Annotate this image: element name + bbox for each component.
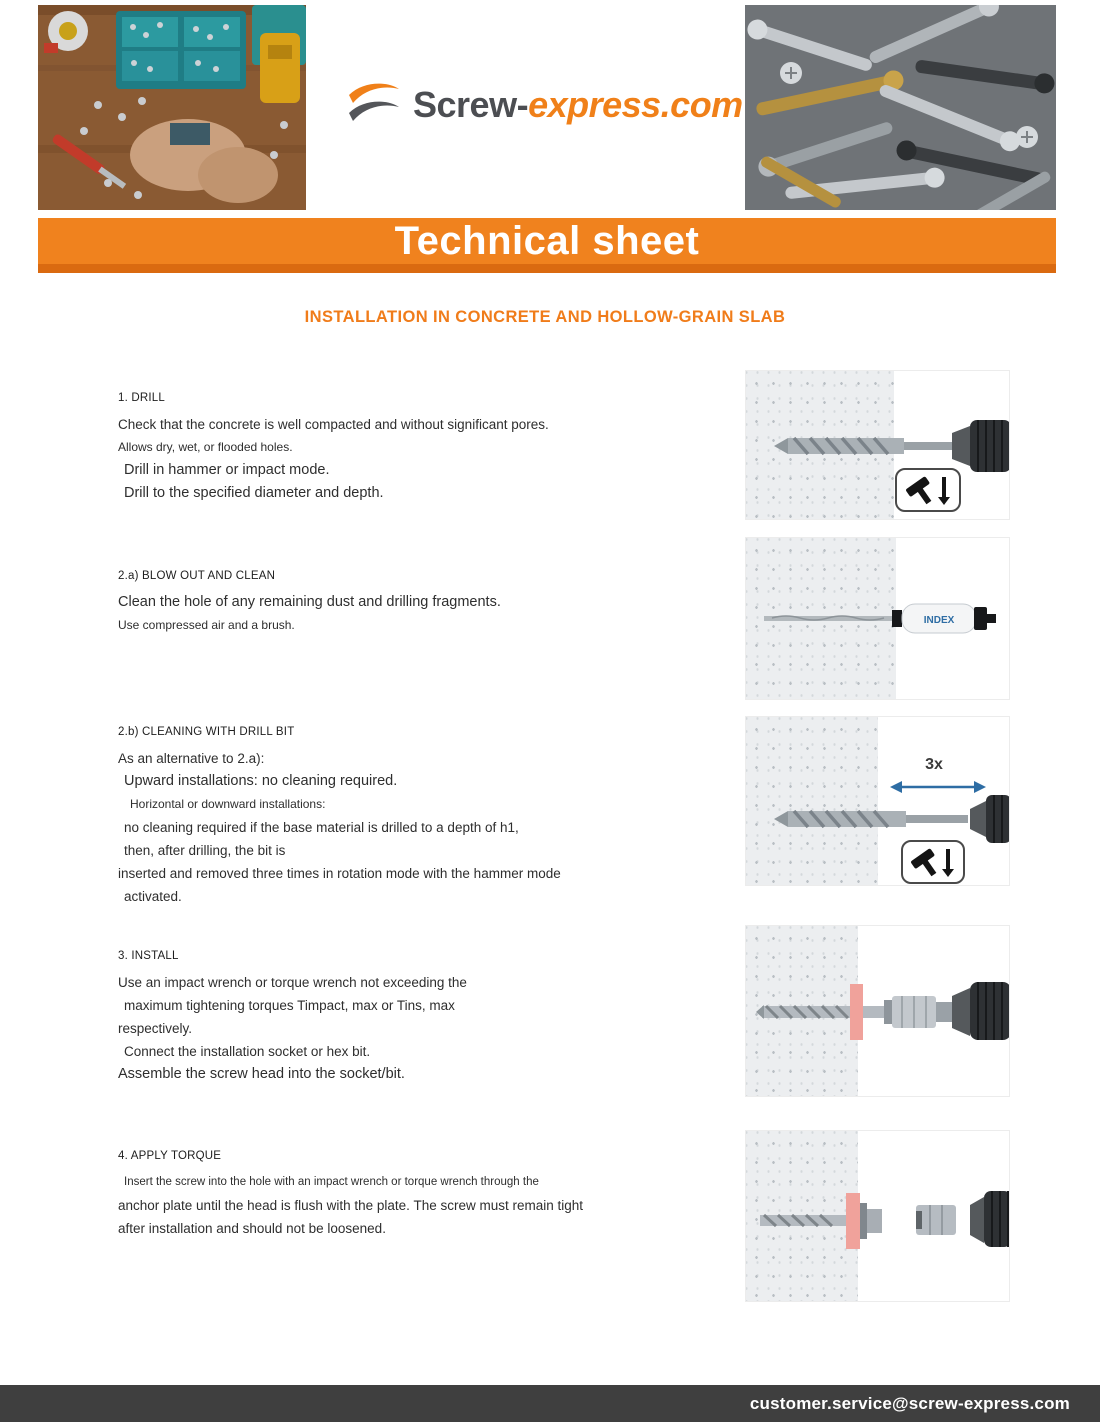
illustration-blow-out — [745, 537, 1010, 700]
illustration-apply-torque-art — [746, 1131, 1010, 1302]
section-apply-torque-label: 4. APPLY TORQUE — [118, 1150, 222, 1162]
section-install — [118, 950, 738, 1086]
banner-title: Technical sheet — [38, 218, 1056, 264]
section-apply-torque — [118, 1150, 738, 1240]
section-cleaning-line: activated. — [124, 889, 182, 904]
drill-bit-icon — [774, 811, 968, 827]
anchor-plate — [850, 984, 863, 1040]
section-drill-line: Check that the concrete is well compacted and without significant pores. — [118, 417, 549, 432]
footer-bar — [0, 1385, 1100, 1422]
screw-icon — [756, 1005, 884, 1019]
illustration-install — [745, 925, 1010, 1097]
banner-shadow-strip — [38, 264, 1056, 273]
section-install-line: Connect the installation socket or hex bit. — [124, 1044, 371, 1059]
illustration-apply-torque — [745, 1130, 1010, 1302]
logo-text — [413, 84, 743, 125]
anchor-plate — [846, 1193, 860, 1249]
workbench-photo — [38, 5, 306, 210]
section-cleaning-line: then, after drilling, the bit is — [124, 843, 286, 858]
section-drill-line: Drill to the specified diameter and depth. — [124, 485, 384, 501]
section-blow-out-label: 2.a) BLOW OUT AND CLEAN — [118, 570, 276, 582]
screws-photo-art — [745, 5, 1056, 210]
pump-brand-label: INDEX — [923, 615, 955, 626]
section-apply-torque-line: Insert the screw into the hole with an impact wrench or torque wrench through the — [124, 1176, 539, 1188]
section-cleaning-line: Upward installations: no cleaning required. — [124, 773, 398, 789]
section-install-line: maximum tightening torques Timpact, max or Tins, max — [124, 998, 455, 1013]
socket-icon — [916, 1205, 956, 1235]
screw-head — [884, 1000, 892, 1024]
section-install-line: Assemble the screw head into the socket/bit. — [118, 1066, 405, 1082]
brand-logo — [345, 70, 745, 140]
section-blow-out-line: Clean the hole of any remaining dust and drilling fragments. — [118, 594, 501, 610]
section-blow-out — [118, 570, 738, 637]
drill-chuck-icon — [970, 1191, 1010, 1247]
section-cleaning-drill-bit — [118, 726, 738, 908]
section-install-line: Use an impact wrench or torque wrench not exceeding the — [118, 975, 467, 990]
section-cleaning-line: As an alternative to 2.a): — [118, 751, 265, 766]
hammer-mode-icon — [902, 841, 964, 883]
section-cleaning-line: no cleaning required if the base material is drilled to a depth of h1, — [124, 820, 519, 835]
section-apply-torque-line: after installation and should not be loosened. — [118, 1221, 386, 1236]
section-drill-line: Drill in hammer or impact mode. — [124, 462, 330, 478]
page-title: INSTALLATION IN CONCRETE AND HOLLOW-GRAIN SLAB — [304, 308, 786, 326]
section-cleaning-line: Horizontal or downward installations: — [130, 797, 326, 811]
section-drill — [118, 392, 738, 505]
screws-photo — [745, 5, 1056, 210]
section-blow-out-line: Use compressed air and a brush. — [118, 618, 295, 632]
section-install-line: respectively. — [118, 1021, 193, 1036]
screw-head — [867, 1209, 882, 1233]
section-install-label: 3. INSTALL — [118, 950, 179, 962]
socket-icon — [892, 996, 952, 1028]
section-drill-line: Allows dry, wet, or flooded holes. — [118, 440, 293, 454]
section-cleaning-line: inserted and removed three times in rotation mode with the hammer mode — [118, 866, 561, 881]
double-arrow-icon — [890, 781, 986, 793]
illustration-cleaning-art — [746, 717, 1010, 886]
logo-text-secondary: express.com — [528, 84, 743, 125]
washer — [860, 1203, 867, 1239]
drill-chuck-icon — [952, 982, 1010, 1040]
drill-bit-icon — [774, 438, 954, 454]
blow-pump-icon — [764, 604, 996, 633]
illustration-cleaning — [745, 716, 1010, 886]
footer-email-link[interactable]: customer.service@screw-express.com — [749, 1393, 1070, 1413]
illustration-blow-out-art — [746, 538, 1010, 700]
logo-swoosh-icon — [345, 79, 403, 131]
workbench-photo-art — [38, 5, 306, 210]
illustration-drill — [745, 370, 1010, 520]
drill-chuck-icon — [952, 420, 1010, 472]
repeat-count-label: 3x — [925, 756, 943, 773]
logo-text-primary: Screw- — [413, 84, 529, 125]
section-drill-label: 1. DRILL — [118, 392, 165, 404]
illustration-install-art — [746, 926, 1010, 1097]
drill-chuck-icon — [970, 795, 1010, 843]
illustration-drill-art — [746, 371, 1010, 520]
hammer-mode-icon — [896, 469, 960, 511]
screw-icon — [760, 1215, 848, 1226]
section-apply-torque-line: anchor plate until the head is flush with the plate. The screw must remain tight — [118, 1198, 583, 1213]
section-cleaning-label: 2.b) CLEANING WITH DRILL BIT — [118, 726, 295, 738]
